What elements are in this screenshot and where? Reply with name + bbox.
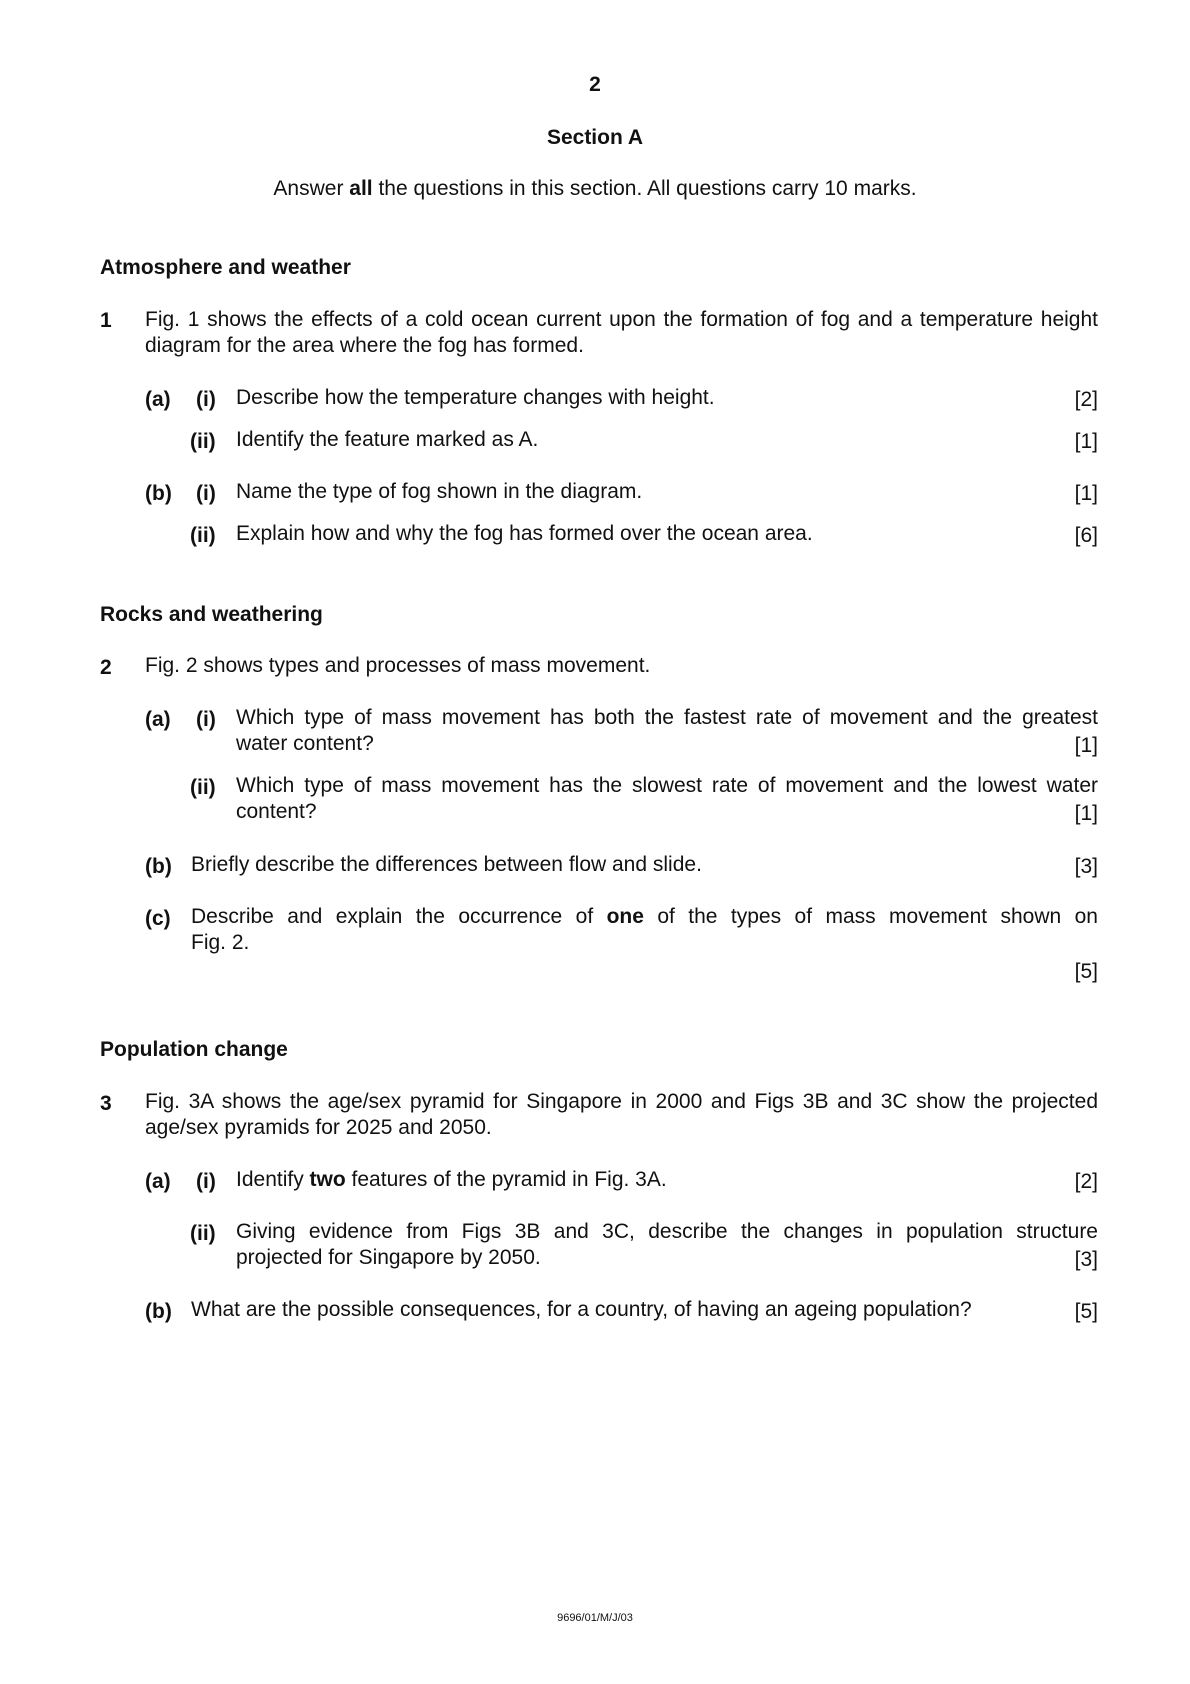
q1-part-b-label: (b)	[145, 482, 172, 505]
q3-a-i-post: features of the pyramid in Fig. 3A.	[345, 1168, 667, 1191]
question-1-number: 1	[100, 309, 112, 332]
q2-part-a-label: (a)	[145, 708, 171, 731]
q2-a-i-label: (i)	[196, 708, 216, 731]
q2-a-ii-line2: content?	[236, 800, 317, 823]
footer-code: 9696/01/M/J/03	[557, 1612, 633, 1624]
q1-part-a-label: (a)	[145, 388, 171, 411]
instructions-post: the questions in this section. All questions carry 10 marks.	[372, 177, 917, 200]
q3-part-b-label: (b)	[145, 1300, 172, 1323]
q1-a-ii-label: (ii)	[190, 430, 216, 453]
q3-b-text: What are the possible consequences, for a country, of having an ageing population?	[191, 1298, 972, 1321]
topic-heading-population: Population change	[100, 1038, 288, 1061]
instructions-pre: Answer	[273, 177, 350, 200]
q2-a-i-mark: [1]	[1074, 734, 1098, 757]
question-3-number: 3	[100, 1092, 112, 1115]
q2-c-line2: Fig. 2.	[191, 931, 250, 954]
q2-b-text: Briefly describe the differences between flow and slide.	[191, 853, 702, 876]
q2-c-line1	[191, 904, 1098, 930]
instructions-bold: all	[349, 177, 373, 200]
q2-a-i-line2: water content?	[236, 732, 374, 755]
q1-b-i-mark: [1]	[1074, 482, 1098, 505]
q1-a-i-mark: [2]	[1074, 388, 1098, 411]
q1-a-ii-text: Identify the feature marked as A.	[236, 428, 539, 451]
q2-c-post: of the types of mass movement shown on	[643, 905, 1098, 928]
q3-a-ii-line1: Giving evidence from Figs 3B and 3C, describe the changes in population structure	[236, 1220, 1098, 1243]
q2-a-ii-label: (ii)	[190, 776, 216, 799]
q1-b-i-label: (i)	[196, 482, 216, 505]
q2-a-ii-mark: [1]	[1074, 802, 1098, 825]
q3-part-a-label: (a)	[145, 1170, 171, 1193]
q1-b-ii-text: Explain how and why the fog has formed over the ocean area.	[236, 522, 813, 545]
q1-b-i-text: Name the type of fog shown in the diagram.	[236, 480, 643, 503]
q2-c-bold: one	[606, 905, 644, 928]
q3-a-ii-mark: [3]	[1074, 1248, 1098, 1271]
q3-a-i-label: (i)	[196, 1170, 216, 1193]
q1-b-ii-label: (ii)	[190, 524, 216, 547]
page-number: 2	[589, 73, 601, 96]
question-1-stem: Fig. 1 shows the effects of a cold ocean current upon the formation of fog and a temperature height diagram for the area where the fog has formed.	[145, 308, 1098, 357]
topic-heading-atmosphere: Atmosphere and weather	[100, 256, 351, 279]
q3-b-mark: [5]	[1074, 1300, 1098, 1323]
q1-a-ii-mark: [1]	[1074, 430, 1098, 453]
q3-a-i-text	[236, 1167, 667, 1193]
section-title: Section A	[546, 126, 644, 149]
q2-a-ii-line1: Which type of mass movement has the slowest rate of movement and the lowest water	[236, 774, 1098, 797]
q3-a-i-mark: [2]	[1074, 1170, 1098, 1193]
topic-heading-rocks: Rocks and weathering	[100, 603, 323, 626]
section-instructions	[0, 177, 1190, 201]
q1-a-i-text: Describe how the temperature changes with height.	[236, 386, 715, 409]
q2-c-pre: Describe and explain the occurrence of	[191, 905, 607, 928]
q3-a-ii-line2: projected for Singapore by 2050.	[236, 1246, 541, 1269]
q2-b-mark: [3]	[1074, 855, 1098, 878]
q1-b-ii-mark: [6]	[1074, 524, 1098, 547]
q2-a-i-line1: Which type of mass movement has both the fastest rate of movement and the greatest	[236, 706, 1098, 729]
question-3-stem: Fig. 3A shows the age/sex pyramid for Singapore in 2000 and Figs 3B and 3C show the projected age/sex pyramids for 2025 and 2050.	[145, 1090, 1098, 1139]
question-2-number: 2	[100, 656, 112, 679]
q3-a-ii-label: (ii)	[190, 1222, 216, 1245]
q2-c-mark: [5]	[1074, 960, 1098, 983]
question-2-stem: Fig. 2 shows types and processes of mass movement.	[145, 654, 651, 677]
q2-part-c-label: (c)	[145, 907, 171, 930]
q3-a-i-pre: Identify	[236, 1168, 310, 1191]
q2-part-b-label: (b)	[145, 855, 172, 878]
q3-a-i-bold: two	[309, 1168, 346, 1191]
q1-a-i-label: (i)	[196, 388, 216, 411]
